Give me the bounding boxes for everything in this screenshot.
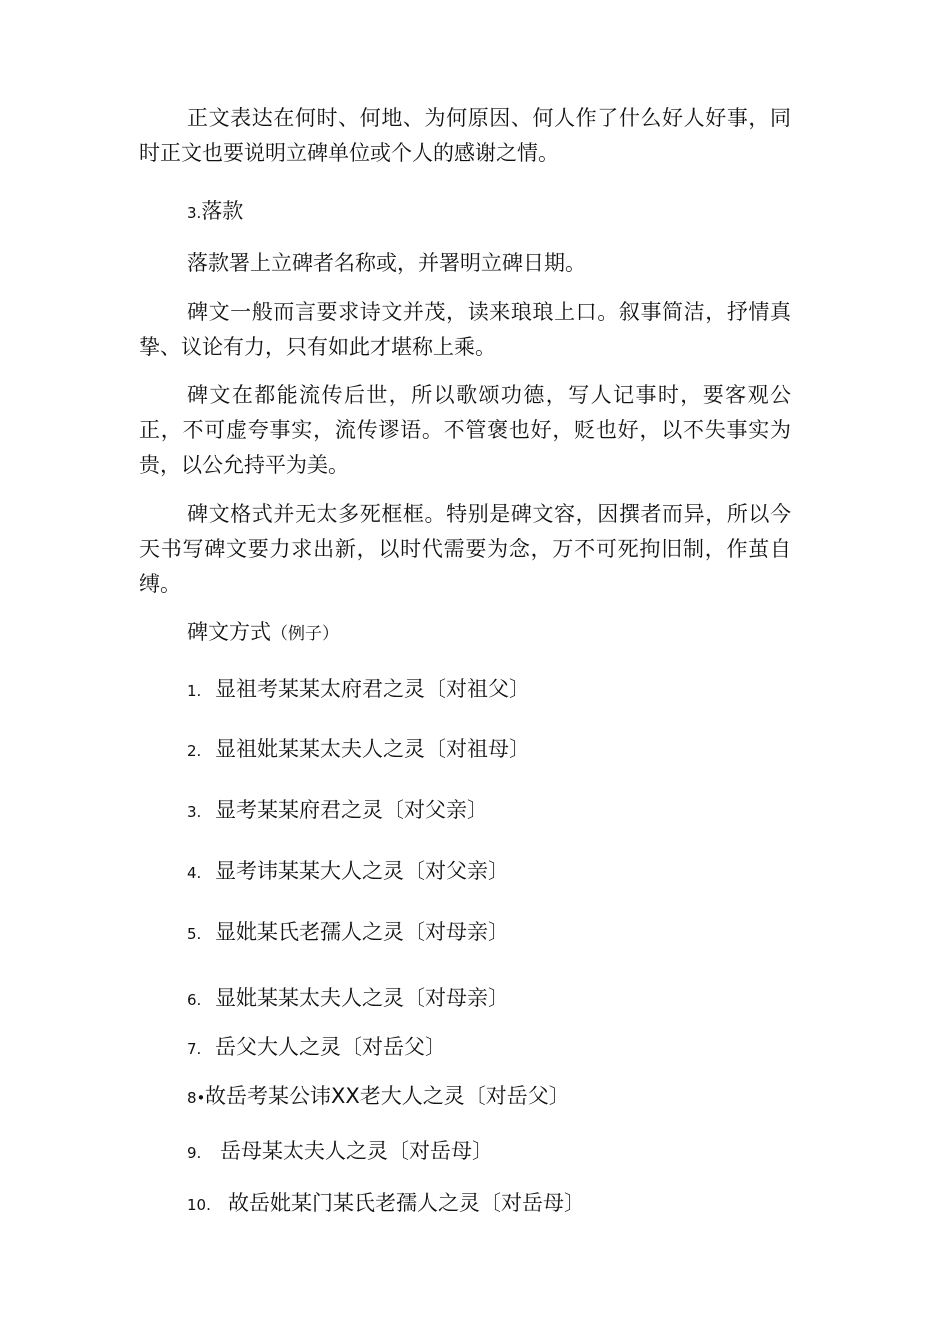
list-item-text: 故岳考某公讳XX老大人之灵〔对岳父〕 bbox=[205, 1084, 570, 1108]
heading-number: 3. bbox=[187, 204, 202, 222]
paragraph-format: 碑文格式并无太多死框框。特别是碑文容，因撰者而异，所以今天书写碑文要力求出新，以时代需要为念，万不可死拘旧制，作茧自缚。 bbox=[139, 502, 791, 596]
list-item bbox=[187, 1137, 493, 1167]
list-item-number: 9. bbox=[187, 1144, 202, 1162]
list-item-text: 显祖考某某太府君之灵〔对祖父〕 bbox=[215, 677, 530, 701]
examples-heading-paren: （例子） bbox=[271, 624, 339, 644]
paragraph-signature: 落款署上立碑者名称或，并署明立碑日期。 bbox=[187, 251, 586, 275]
list-item-number: 2. bbox=[187, 742, 202, 760]
list-item-number: 7. bbox=[187, 1040, 202, 1058]
list-item bbox=[187, 857, 509, 887]
list-item bbox=[187, 984, 509, 1014]
list-item-number: 6. bbox=[187, 991, 202, 1009]
list-item-number: 4. bbox=[187, 864, 202, 882]
list-item bbox=[187, 1033, 446, 1063]
examples-heading-text: 碑文方式 bbox=[187, 620, 271, 644]
paragraph-body-content: 正文表达在何时、何地、为何原因、何人作了什么好人好事，同时正文也要说明立碑单位或个人的感谢之情。 bbox=[139, 106, 791, 165]
paragraph-style: 碑文一般而言要求诗文并茂，读来琅琅上口。叙事简洁，抒情真挚、议论有力，只有如此才堪称上乘。 bbox=[139, 300, 791, 359]
list-item-number: 1. bbox=[187, 682, 202, 700]
list-item-text: 故岳妣某门某氏老孺人之灵〔对岳母〕 bbox=[228, 1191, 585, 1215]
list-item-number: 10. bbox=[187, 1196, 211, 1214]
list-item-text: 显考讳某某大人之灵〔对父亲〕 bbox=[215, 859, 509, 883]
list-item bbox=[187, 675, 530, 705]
list-item-text: 显考某某府君之灵〔对父亲〕 bbox=[215, 798, 488, 822]
list-item-text: 显妣某某太夫人之灵〔对母亲〕 bbox=[215, 986, 509, 1010]
heading-text: 落款 bbox=[201, 199, 244, 223]
list-item-text: 显妣某氏老孺人之灵〔对母亲〕 bbox=[215, 920, 509, 944]
list-item bbox=[187, 1082, 570, 1112]
list-item bbox=[187, 735, 530, 765]
list-item-number: 8• bbox=[187, 1089, 206, 1107]
heading-signature bbox=[187, 197, 243, 227]
list-item bbox=[187, 796, 488, 826]
list-item-number: 3. bbox=[187, 803, 202, 821]
examples-heading bbox=[187, 618, 339, 648]
list-item-text: 岳母某太夫人之灵〔对岳母〕 bbox=[220, 1139, 493, 1163]
paragraph-objectivity: 碑文在都能流传后世，所以歌颂功德，写人记事时，要客观公正，不可虚夸事实，流传谬语。不管褒也好，贬也好，以不失事实为贵，以公允持平为美。 bbox=[139, 383, 791, 477]
list-item-number: 5. bbox=[187, 925, 202, 943]
list-item bbox=[187, 918, 509, 948]
list-item-text: 显祖妣某某太夫人之灵〔对祖母〕 bbox=[215, 737, 530, 761]
list-item-text: 岳父大人之灵〔对岳父〕 bbox=[215, 1035, 446, 1059]
list-item bbox=[187, 1189, 585, 1219]
